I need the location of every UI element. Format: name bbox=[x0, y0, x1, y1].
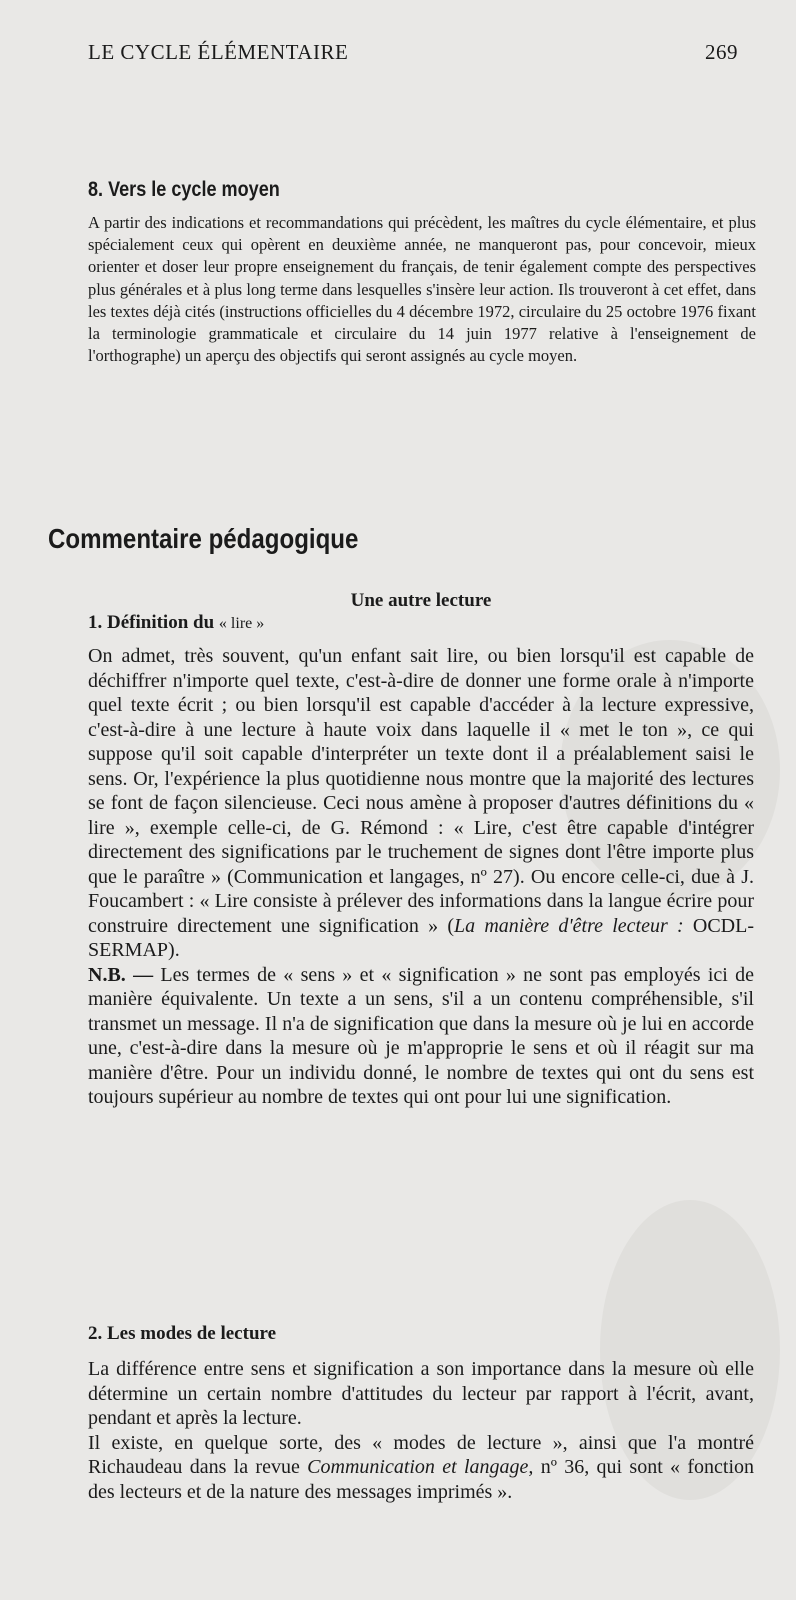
nb-text: Les termes de « sens » et « signification » ne sont pas employés ici de manière équivalente. Un texte a un sens, s'il a un contenu compréhensible, s'il transmet un message. Il n'a de signification que dans la mesure où je lui en accorde une, c'est-à-dire dans la mesure où je m'approprie le sens et où il réagit sur ma manière d'être. Pour un individu donné, le nombre de textes qui ont du sens est toujours supérieur au nombre de textes qui ont pour lui une signification. bbox=[88, 963, 754, 1108]
page-number: 269 bbox=[705, 40, 738, 64]
section-vers-le-cycle-moyen bbox=[88, 178, 756, 367]
section-modes-de-lecture bbox=[88, 1323, 754, 1504]
journal-title: Communication et langage, bbox=[307, 1456, 534, 1478]
definition-paragraph bbox=[88, 644, 754, 1110]
chapter-title: Commentaire pédagogique bbox=[48, 523, 359, 554]
section-paragraph: A partir des indications et recommandations qui précèdent, les maîtres du cycle élémentaire, et plus spécialement ceux qui opèrent en deuxième année, ne manqueront pas, pour concevoir, mieux orienter et doser leur propre enseignement du français, de tenir également compte des perspectives plus générales et à plus long terme dans lesquelles s'insère leur action. Ils trouveront à cet effet, dans les textes déjà cités (instructions officielles du 4 décembre 1972, circulaire du 25 octobre 1976 fixant la terminologie grammaticale et circulaire du 14 juin 1977 relative à l'enseignement de l'orthographe) un aperçu des objectifs qui seront assignés au cycle moyen. bbox=[88, 213, 756, 366]
subsection-heading-text: 1. Définition du bbox=[88, 612, 219, 633]
modes-paragraph: La différence entre sens et signification a son importance dans la mesure où elle détermine un certain nombre d'attitudes du lecteur par rapport à l'écrit, avant, pendant et après la lecture. bbox=[88, 1358, 754, 1429]
commentaire-body bbox=[88, 590, 754, 1110]
book-title: La manière d'être lecteur : bbox=[454, 914, 684, 937]
running-title: LE CYCLE ÉLÉMENTAIRE bbox=[88, 40, 349, 64]
modes-paragraph bbox=[88, 1431, 754, 1505]
centered-title: Une autre lecture bbox=[350, 590, 492, 611]
subsection-heading: 2. Les modes de lecture bbox=[88, 1323, 277, 1344]
subsection-heading bbox=[88, 612, 754, 634]
modes-text-end: nº 36, qui sont « fonction des lecteurs et de la nature des messages imprimés ». bbox=[88, 1456, 755, 1503]
definition-text: On admet, très souvent, qu'un enfant sait lire, ou bien lorsqu'il est capable de déchiffrer n'importe quel texte, c'est-à-dire de donner une forme orale à n'importe quel texte écrit ; ou bien lorsqu'il est capable d'accéder à la lecture expressive, c'est-à-dire à une lecture à haute voix dans laquelle il « met le ton », ce qui suppose qu'il soit capable d'interpréter un texte dont il a préalablement saisi le sens. Or, l'expérience la plus quotidienne nous montre que la majorité des lectures se font de façon silencieuse. Ceci nous amène à proposer d'autres définitions du « lire », exemple celle-ci, de G. Rémond : « Lire, c'est être capable d'intégrer directement des significations par le truchement de signes dont l'être importe plus que le paraître » (Communication et langages, nº 27). Ou encore celle-ci, due à J. Foucambert : « Lire consiste à prélever des informations dans la langue écrire pour construire directement une signification » ( bbox=[88, 645, 754, 937]
nb-label: N.B. — bbox=[88, 963, 154, 986]
subsection-heading-word: « lire » bbox=[218, 615, 265, 632]
running-header bbox=[88, 40, 758, 65]
modes-text: Il existe, en quelque sorte, des « modes de lecture », ainsi que l'a montré Richaudeau dans la revue bbox=[88, 1431, 754, 1478]
definition-text-end: OCDL-SERMAP). bbox=[88, 914, 754, 961]
section-heading: 8. Vers le cycle moyen bbox=[88, 178, 280, 201]
